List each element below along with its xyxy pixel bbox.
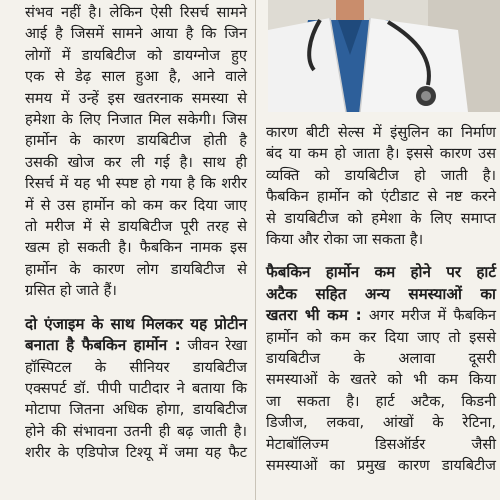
subheading: बनाता है फैबकिन हार्मोन : [25, 336, 181, 355]
text-line: हार्मोन के कारण डायबिटीज होती है [25, 132, 247, 150]
text-line: डिजीज, लकवा, आंखों के रेटिना, [266, 414, 496, 432]
text-line: लोगों में डायबिटीज को डायग्नोज हुए [25, 46, 247, 64]
text-line: ग्रसित हो जाते हैं। [25, 282, 117, 300]
text-line: जीवन रेखा [187, 337, 248, 355]
column-divider [255, 0, 256, 500]
left-column [25, 2, 247, 464]
text-line: उसकी खोज कर ली गई है। साथ ही [25, 153, 247, 171]
text-line: रिसर्च में यह भी स्पष्ट हो गया है कि शरीर [25, 175, 247, 193]
text-line: डायबिटीज के अलावा दूसरी [266, 350, 496, 368]
doctor-photo-icon [268, 0, 500, 112]
text-line: हार्मोन के कारण लोग डायबिटीज से [25, 260, 247, 278]
text-line: से डायबिटीज को हमेशा के लिए समाप्त [266, 209, 496, 227]
text-line: जा सकता है। हार्ट अटैक, किडनी [266, 392, 496, 410]
right-column [266, 122, 496, 477]
text-line: तो मरीज में से डायबिटीज पूरी तरह से [25, 218, 247, 236]
text-line: खत्म हो सकती है। फैबकिन नामक इस [25, 239, 247, 257]
text-line: मेटाबॉलिज्म डिसऑर्डर जैसी [266, 435, 496, 453]
text-line: होने की संभावना उतनी ही बढ़ जाती है। [25, 422, 247, 440]
left-paragraph-1 [25, 2, 247, 302]
right-paragraph-1 [266, 122, 496, 250]
text-line: समस्याओं के खतरे को भी कम किया [266, 371, 496, 389]
text-line: एक्सपर्ट डॉ. पीपी पाटीदार ने बताया कि [25, 379, 247, 397]
text-line: समस्याओं का प्रमुख कारण डायबिटीज [266, 457, 496, 475]
text-line: बंद या कम हो जाता है। इससे कारण उस [266, 145, 496, 163]
text-line: संभव नहीं है। लेकिन ऐसी रिसर्च सामने [25, 4, 247, 21]
text-line: फैबकिन हार्मोन को एंटीडाट से नष्ट करने [266, 188, 496, 206]
text-line: किया और रोका जा सकता है। [266, 231, 424, 249]
text-line: आई है जिसमें सामने आया है कि जिन [25, 25, 247, 43]
subheading: खतरा भी कम : [266, 306, 362, 325]
text-line: हॉस्पिटल के सीनियर डायबिटीज [25, 358, 247, 376]
text-line: में से उस हार्मोन को कम कर दिया जाए [25, 196, 247, 214]
text-line: मोटापा जितना अधिक होगा, डायबिटीज [25, 401, 247, 419]
text-line: समय में उन्हें इस खतरनाक समस्या से [25, 89, 247, 107]
text-line: अगर मरीज में फैबकिन [368, 307, 496, 325]
text-line: व्यक्ति को डायबिटीज हो जाती है। [266, 166, 496, 184]
left-paragraph-2 [25, 314, 247, 464]
right-paragraph-2 [266, 262, 496, 476]
text-line: कारण बीटी सेल्स में इंसुलिन का निर्माण [266, 124, 496, 141]
text-line: हमेशा के लिए निजात मिल सकेगी। जिस [25, 111, 247, 129]
subheading: फैबकिन हार्मोन कम होने पर हार्ट [266, 263, 496, 282]
text-line: हार्मोन को कम कर दिया जाए तो इससे [266, 328, 496, 346]
text-line: एक से डेढ़ साल हुआ है, आने वाले [25, 68, 247, 86]
doctor-photo [268, 0, 500, 112]
text-line: शरीर के एडिपोज टिश्यू में जमा यह फैट [25, 444, 247, 462]
subheading: दो एंजाइम के साथ मिलकर यह प्रोटीन [25, 314, 247, 333]
subheading: अटैक सहित अन्य समस्याओं का [266, 284, 496, 303]
